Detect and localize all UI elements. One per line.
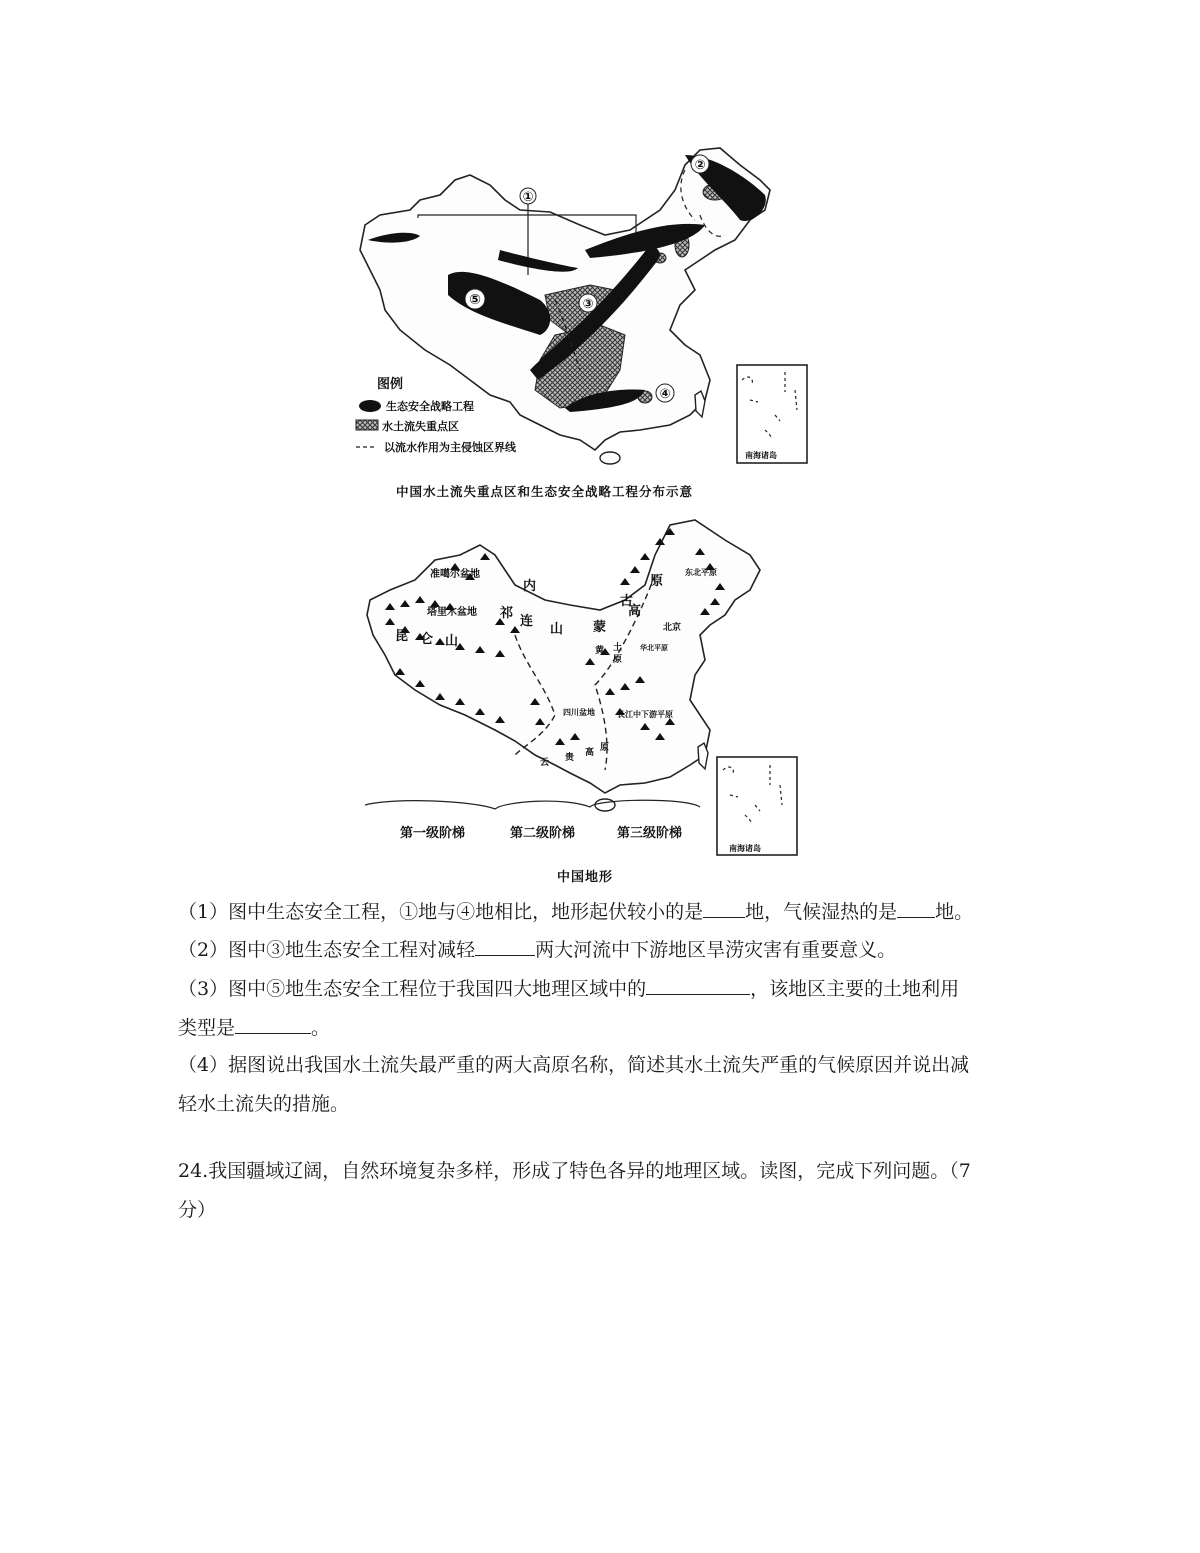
inset-label-2: 南海诸岛 (729, 844, 761, 853)
label-qilian-3: 山 (550, 622, 564, 637)
answer-blank-q3-2[interactable] (235, 1013, 311, 1034)
marker-3: ③ (582, 297, 594, 312)
step-2-label: 第二级阶梯 (510, 826, 576, 841)
label-kunlun-3: 山 (445, 634, 459, 649)
legend-title: 图例 (377, 377, 404, 392)
label-yungui-4: 原 (600, 743, 610, 753)
answer-blank-q1-2[interactable] (897, 897, 935, 918)
question-3: （3）图中⑤地生态安全工程位于我国四大地理区域中的 ，该地区主要的土地利用 (178, 974, 959, 1003)
terrain-map (355, 515, 805, 865)
map1-caption: 中国水土流失重点区和生态安全战略工程分布示意 (396, 484, 694, 499)
question-4-cont: 轻水土流失的措施。 (178, 1093, 350, 1115)
label-loess-3: 原 (613, 655, 623, 665)
label-yungui-1: 云 (540, 758, 550, 768)
marker-4: ④ (659, 387, 671, 402)
label-tarim-basin: 塔里木盆地 (427, 607, 477, 618)
inset-label: 南海诸岛 (745, 451, 777, 460)
question-24-cont: 分） (178, 1199, 217, 1221)
legend-boundary: 以流水作用为主侵蚀区界线 (384, 441, 516, 454)
marker-5: ⑤ (469, 292, 481, 308)
hainan-island (600, 452, 620, 464)
label-loess-2: 土 (613, 643, 623, 653)
steps-bracket (365, 800, 700, 809)
answer-blank-q3-1[interactable] (646, 974, 750, 995)
answer-blank-q1-1[interactable] (703, 897, 745, 918)
label-plateau-1: 高 (628, 604, 642, 619)
label-north-china-plain: 华北平原 (640, 644, 668, 652)
marker-2: ② (694, 158, 706, 173)
label-northeast-plain: 东北平原 (685, 568, 717, 577)
label-inner-mongolia-1: 内 (523, 579, 537, 594)
label-qilian-1: 祁 (500, 606, 514, 621)
legend-erosion: 水土流失重点区 (382, 420, 459, 433)
question-1: （1）图中生态安全工程，①地与④地相比，地形起伏较小的是 地，气候湿热的是 地。 (178, 897, 973, 926)
question-24: 24.我国疆域辽阔，自然环境复杂多样，形成了特色各异的地理区域。读图，完成下列问题。（7 (178, 1160, 971, 1182)
marker-1: ① (522, 190, 534, 205)
south-china-sea-inset-2 (717, 757, 797, 855)
step-3-label: 第三级阶梯 (617, 826, 683, 841)
label-yangtze-plain: 长江中下游平原 (617, 710, 673, 719)
question-2: （2）图中③地生态安全工程对减轻 两大河流中下游地区旱涝灾害有重要意义。 (178, 935, 896, 964)
legend-eco: 生态安全战略工程 (386, 400, 474, 413)
label-junggar-basin: 准噶尔盆地 (430, 569, 480, 580)
label-yungui-2: 贵 (565, 753, 575, 763)
label-kunlun-2: 仑 (420, 632, 434, 647)
step-1-label: 第一级阶梯 (400, 826, 466, 841)
question-3-cont: 类型是 。 (178, 1013, 330, 1042)
label-inner-mongolia-3: 古 (620, 594, 634, 609)
label-beijing: 北京 (663, 623, 682, 633)
south-china-sea-inset (737, 365, 807, 463)
label-inner-mongolia-2: 蒙 (593, 620, 607, 635)
label-sichuan-basin: 四川盆地 (563, 708, 595, 717)
question-4: （4）据图说出我国水土流失最严重的两大高原名称，简述其水土流失严重的气候原因并说出减 (178, 1054, 970, 1076)
label-kunlun-1: 昆 (395, 629, 409, 644)
hainan-island-2 (595, 799, 615, 811)
label-qilian-2: 连 (520, 614, 534, 629)
label-plateau-2: 原 (650, 574, 664, 589)
soil-erosion-map (340, 140, 820, 470)
legend-swatch-erosion (356, 420, 378, 430)
answer-blank-q2[interactable] (475, 935, 535, 956)
label-yungui-3: 高 (585, 748, 595, 758)
label-loess-1: 黄 (595, 646, 605, 656)
map2-caption: 中国地形 (557, 870, 614, 885)
legend-swatch-eco (359, 400, 381, 412)
